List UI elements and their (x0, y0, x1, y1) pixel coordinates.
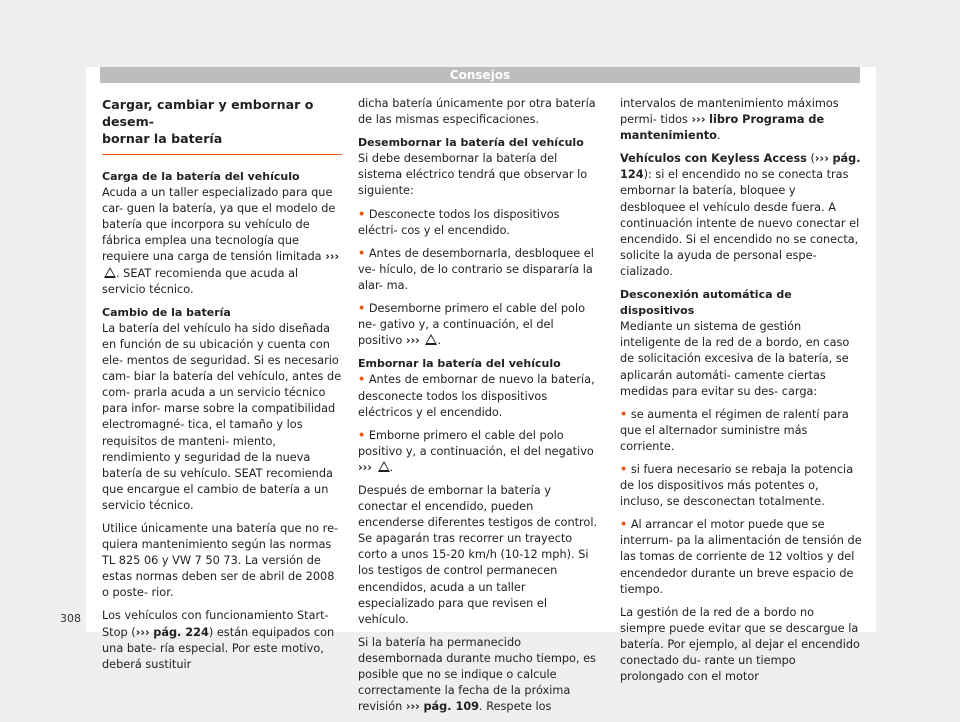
paragraph-gestion: La gestión de la red de a bordo no siempre puede evitar que se descargue la batería. Por ejemplo, al dejar el encendido conectado du- rante un tiempo prolongado con el motor (620, 605, 860, 684)
heading-desembornar: Desembornar la batería del vehículo (358, 136, 584, 150)
list-item: • se aumenta el régimen de ralentí para que el alternador suministre más corriente. (620, 407, 849, 453)
ref-arrow: ››› (325, 250, 340, 264)
paragraph-desembornar: Si debe desembornar la batería del sistema eléctrico tendrá que observar lo siguiente: (358, 152, 588, 198)
paragraph-continued: dicha batería únicamente por otra batería de las mismas especificaciones. (358, 97, 596, 127)
page-number: 308 (60, 612, 81, 625)
warning-icon (378, 461, 390, 472)
column-1 (102, 96, 342, 680)
page-link[interactable]: pág. 109 (423, 700, 480, 714)
ref-arrow: ››› (691, 113, 706, 127)
page-link[interactable]: pág. 224 (153, 625, 209, 639)
paragraph-startstop: Los vehículos con funcionamiento Start-Stop (››› pág. 224) están equipados con una bate- ría especial. Por este motivo, deberá sustituir (102, 609, 335, 671)
page-link[interactable]: pág. 124 (620, 152, 861, 182)
column-2 (358, 96, 598, 722)
list-item: • Emborne primero el cable del polo positivo y, a continuación, el del negativo ››› . (358, 428, 594, 474)
ref-arrow: ››› (358, 460, 372, 474)
ref-arrow: ››› (135, 625, 150, 639)
paragraph-despues: Después de embornar la batería y conectar el encendido, pueden encenderse diferentes testigos de control. Se apagarán tras recorrer un trayecto corto a unos 15-20 km/h (10-12 mph). Si los testigos de control permanecen encendidos, acuda a un taller especializado para que revisen el vehículo. (358, 483, 598, 626)
heading-cambio: Cambio de la batería (102, 305, 231, 319)
list-item: • Desemborne primero el cable del polo ne- gativo y, a continuación, el del positivo ››› . (358, 302, 586, 348)
list-item: • Antes de embornar de nuevo la batería, desconecte todos los dispositivos eléctricos y el encendido. (358, 373, 595, 419)
heading-embornar: Embornar la batería del vehículo (358, 357, 561, 371)
column-3 (620, 96, 862, 692)
paragraph-keyless: Vehículos con Keyless Access (››› pág. 124): si el encendido no se conecta tras embornar la batería, bloquee y desbloquee el vehículo desde fuera. A continuación intente de nuevo conectar el encendido. Si el encendido no se conecta, solicite la ayuda de personal espe- cializado. (620, 152, 861, 278)
section-title: Cargar, cambiar y embornar o desem- bornar la batería (102, 96, 342, 155)
warning-icon (104, 267, 116, 278)
paragraph-si: Si la batería ha permanecido desembornada durante mucho tiempo, es posible que no se indique o calcule correctamente la fecha de la próxima revisión ››› pág. 109. Respete los (358, 635, 596, 714)
book-link[interactable]: libro Programa de mantenimiento (620, 113, 825, 143)
paragraph-desconexion: Mediante un sistema de gestión inteligente de la red de a bordo, en caso de solicitación excesiva de la batería, se aplicarán automáti- camente ciertas medidas para evitar su des- carga: (620, 320, 850, 398)
paragraph-cambio: La batería del vehículo ha sido diseñada en función de su ubicación y cuenta con ele- mentos de seguridad. Si es necesario cam- biar la batería del vehículo, antes de com- prarla acuda a un servicio técnico para infor- marse sobre la compatibilidad electromagné- tica, el tamaño y los requisitos de manteni- miento, rendimiento y seguridad de la nueva batería de su vehículo. SEAT recomienda que encargue el cambio de batería a un servicio técnico. (102, 321, 342, 512)
ref-arrow: ››› (405, 700, 420, 714)
paragraph-carga: Acuda a un taller especializado para que car- guen la batería, ya que el modelo de batería que incorpora su vehículo de fábrica emplea una tecnología que requiere una carga de tensión limitada ››› . SEAT recomienda que acuda al servicio técnico. (102, 186, 340, 296)
chapter-header: Consejos (100, 67, 860, 83)
ref-arrow: ››› (814, 152, 829, 166)
list-item: • Antes de desembornarla, desbloquee el ve- hículo, de lo contrario se dispararía la alar- ma. (358, 246, 594, 292)
list-item: • si fuera necesario se rebaja la potencia de los dispositivos más potentes o, incluso, se desconectan totalmente. (620, 462, 854, 509)
paragraph-continued: intervalos de mantenimiento máximos permi- tidos ››› libro Programa de mantenimiento. (620, 97, 839, 143)
paragraph-utilice: Utilice únicamente una batería que no re- quiera mantenimiento según las normas TL 825 06 y VW 7 50 73. La versión de estas normas deben ser de abril de 2008 o poste- rior. (102, 521, 339, 600)
heading-carga: Carga de la batería del vehículo (102, 170, 300, 183)
warning-icon (425, 334, 437, 345)
list-item: • Desconecte todos los dispositivos eléctri- cos y el encendido. (358, 207, 560, 237)
list-item: • Al arrancar el motor puede que se interrum- pa la alimentación de tensión de las tomas de corriente de 12 voltios y del encendedor durante un breve espacio de tiempo. (620, 518, 862, 596)
ref-arrow: ››› (405, 334, 420, 348)
heading-desconexion: Desconexión automática de dispositivos (620, 288, 792, 318)
